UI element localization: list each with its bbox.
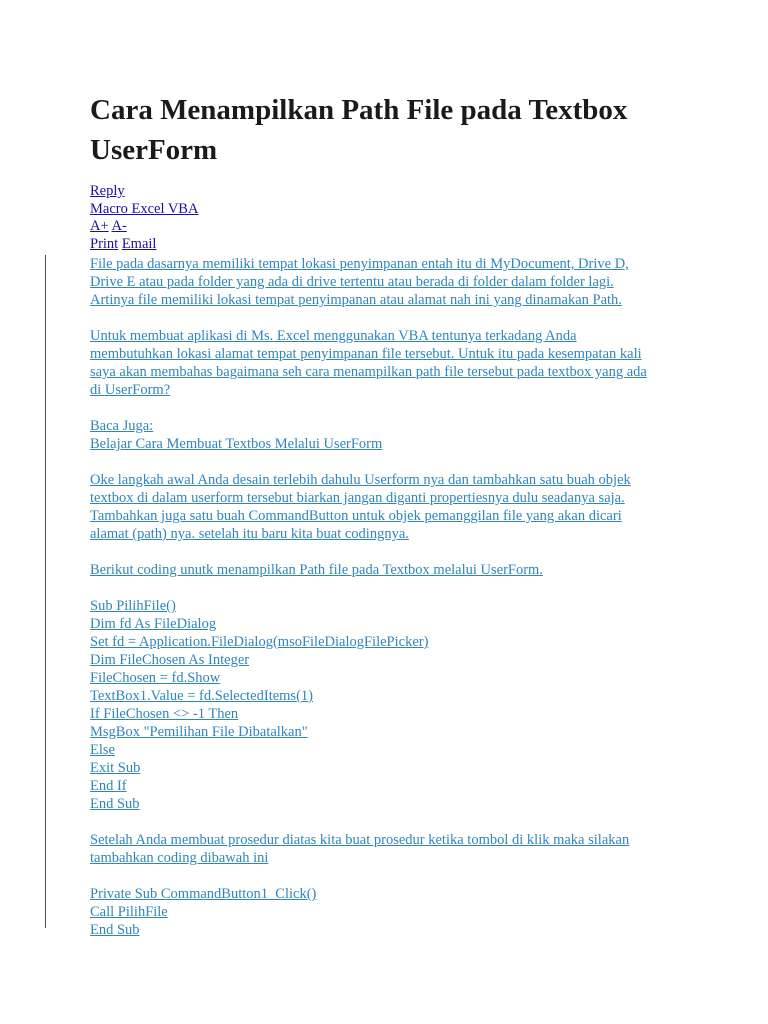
paragraph-line-link[interactable]: Else — [90, 742, 115, 758]
title-line: Cara Menampilkan Path File pada Textbox — [90, 94, 628, 126]
article-meta-links — [90, 183, 198, 253]
paragraph-line-link[interactable]: Setelah Anda membuat prosedur diatas kita buat prosedur ketika tombol di klik maka silakan — [90, 832, 630, 848]
print-link[interactable]: Print — [90, 235, 119, 252]
font-decrease-link[interactable]: A- — [111, 218, 127, 234]
paragraph-line-link[interactable]: Drive E atau pada folder yang ada di drive tertentu atau berada di folder dalam folder lagi. — [90, 274, 614, 290]
paragraph-line-link[interactable]: Berikut coding unutk menampilkan Path file pada Textbox melalui UserForm. — [90, 562, 543, 578]
left-rule-line — [45, 255, 46, 928]
paragraph-line-link[interactable]: Set fd = Application.FileDialog(msoFileDialogFilePicker) — [90, 634, 429, 650]
page-title — [90, 90, 690, 170]
paragraph-line-link[interactable]: Private Sub CommandButton1_Click() — [90, 886, 317, 902]
paragraph — [90, 255, 690, 309]
paragraph — [90, 417, 690, 453]
paragraph-line-link[interactable]: saya akan membahas bagaimana seh cara menampilkan path file tersebut pada textbox yang ada — [90, 364, 647, 380]
title-line: UserForm — [90, 134, 218, 166]
paragraph — [90, 831, 690, 867]
article-body — [90, 255, 690, 957]
paragraph-line-link[interactable]: End If — [90, 778, 127, 794]
font-increase-link[interactable]: A+ — [90, 218, 109, 234]
paragraph-line-link[interactable]: Untuk membuat aplikasi di Ms. Excel menggunakan VBA tentunya terkadang Anda — [90, 328, 577, 344]
paragraph-line-link[interactable]: End Sub — [90, 796, 140, 812]
paragraph-line-link[interactable]: Tambahkan juga satu buah CommandButton untuk objek pemanggilan file yang akan dicari — [90, 508, 622, 524]
paragraph-line-link[interactable]: File pada dasarnya memiliki tempat lokasi penyimpanan entah itu di MyDocument, Drive D, — [90, 256, 629, 272]
paragraph-line-link[interactable]: End Sub — [90, 922, 140, 938]
paragraph-line-link[interactable]: Belajar Cara Membuat Textbos Melalui UserForm — [90, 436, 383, 452]
paragraph-line-link[interactable]: Exit Sub — [90, 760, 141, 776]
paragraph-line-link[interactable]: Sub PilihFile() — [90, 598, 176, 614]
paragraph-line-link[interactable]: Baca Juga: — [90, 418, 154, 434]
paragraph-line-link[interactable]: MsgBox "Pemilihan File Dibatalkan" — [90, 724, 308, 740]
paragraph-line-link[interactable]: FileChosen = fd.Show — [90, 670, 221, 686]
email-link[interactable]: Email — [121, 235, 157, 252]
paragraph-line-link[interactable]: alamat (path) nya. setelah itu baru kita buat codingnya. — [90, 526, 409, 542]
paragraph-line-link[interactable]: Artinya file memiliki lokasi tempat penyimpanan atau alamat nah ini yang dinamakan Path. — [90, 292, 622, 308]
reply-link[interactable]: Reply — [90, 183, 125, 199]
paragraph-line-link[interactable]: di UserForm? — [90, 382, 171, 398]
paragraph — [90, 327, 690, 399]
category-link[interactable]: Macro Excel VBA — [90, 200, 199, 217]
paragraph — [90, 471, 690, 543]
paragraph-line-link[interactable]: tambahkan coding dibawah ini — [90, 850, 269, 866]
paragraph-line-link[interactable]: Oke langkah awal Anda desain terlebih dahulu Userform nya dan tambahkan satu buah objek — [90, 472, 631, 488]
paragraph — [90, 885, 690, 939]
paragraph-line-link[interactable]: TextBox1.Value = fd.SelectedItems(1) — [90, 688, 313, 704]
paragraph-line-link[interactable]: membutuhkan lokasi alamat tempat penyimpanan file tersebut. Untuk itu pada kesempatan kali — [90, 346, 642, 362]
paragraph — [90, 597, 690, 813]
paragraph-line-link[interactable]: If FileChosen <> -1 Then — [90, 706, 239, 722]
paragraph-line-link[interactable]: Dim fd As FileDialog — [90, 616, 217, 632]
paragraph — [90, 561, 690, 579]
paragraph-line-link[interactable]: Call PilihFile — [90, 904, 168, 920]
paragraph-line-link[interactable]: Dim FileChosen As Integer — [90, 652, 250, 668]
paragraph-line-link[interactable]: textbox di dalam userform tersebut biarkan jangan diganti propertiesnya dulu seadanya saja. — [90, 490, 625, 506]
